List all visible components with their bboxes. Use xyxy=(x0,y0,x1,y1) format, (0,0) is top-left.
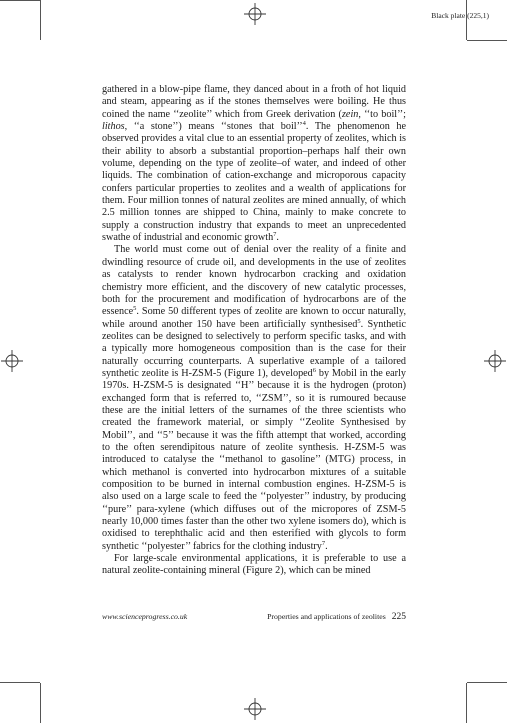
registration-mark-top-icon xyxy=(244,3,266,25)
text-run: The world must come out of denial over the reality of a finite and dwindling resource of crude oil, and developments in the use of zeolites as catalysts to render known hydrocarbon cracking and oxidation chemistry more efficient, and the discovery of new catalytic processes, both for the procurement and modification of hydrocarbons are of the essence xyxy=(102,244,406,318)
text-run: by Mobil in the early 1970s. H-ZSM-5 is designated ‘‘H’’ because it is the hydrogen (proton) exchanged form that is referred to, ‘‘ZSM’’, so it is rumoured because these are the initial letters of the surnames of the three scientists who created the framework material, or simply ‘‘Zeolite Synthesised by Mobil’’, and ‘‘5’’ because it was the fifth attempt that worked, according to the often serendipitous nature of zeolite synthesis. H-ZSM-5 was introduced to catalyse the ‘‘methanol to gasoline’’ (MTG) process, in which methanol is converted into hydrocarbon mixtures of a suitable composition to be burned in internal combustion engines. H-ZSM-5 is also used on a large scale to feed the ‘‘polyester’’ industry, by producing ‘‘pure’’ para-xylene (which diffuses out of the micropores of ZSM-5 nearly 10,000 times faster than the other two xylene isomers do), which is oxidised to terephthalic acid and then esterified with glycols to form synthetic ‘‘polyester’’ fabrics for the clothing industry xyxy=(102,367,407,552)
page-number: 225 xyxy=(391,612,406,622)
text-run: . xyxy=(276,232,279,244)
crop-mark-bottom-right xyxy=(467,682,507,683)
plate-label: Black plate (225,1) xyxy=(431,11,489,20)
crop-mark-bottom-right-v xyxy=(466,683,467,723)
text-run: . The phenomenon he observed provides a vital clue to an essential property of zeolites, which is their ability to absorb a substantial proportion–perhaps half their own volume, depending on the type of zeolite–of water, and indeed of other liquids. The combination of cation-exchange and microporous capacity confers particular properties to zeolites and a wealth of applications for them. Four million tonnes of natural zeolites are mined annually, of which 2.5 million tonnes are shipped to China, mainly to make concrete to supply a construction industry that expands to meet an unprecedented swathe of industrial and economic growth xyxy=(102,121,406,244)
text-run: . Some 50 different types of zeolite are known to occur naturally, while around another 150 have been artificially synthesised xyxy=(102,306,406,330)
crop-mark-bottom-left xyxy=(0,682,40,683)
italic-term: lithos xyxy=(102,121,125,133)
registration-mark-bottom-icon xyxy=(244,698,266,720)
reference-superscript: 7 xyxy=(321,539,326,547)
text-run: gathered in a blow-pipe flame, they danced about in a froth of hot liquid and steam, appearing as if the stones themselves were boiling. He thus coined the name ‘‘zeolite’’ which from Greek derivation ( xyxy=(102,84,406,120)
reference-superscript: 5 xyxy=(357,317,361,325)
journal-url[interactable]: www.scienceprogress.co.uk xyxy=(102,612,188,621)
running-title: Properties and applications of zeolites xyxy=(267,612,386,621)
text-run: . Synthetic zeolites can be designed to selectively to perform specific tasks, and with a typically more homogeneous composition than is the case for their naturally occurring counterparts. A superlative example of a tailored synthetic zeolite is H-ZSM-5 (Figure 1), developed xyxy=(102,318,406,379)
registration-mark-right-icon xyxy=(484,350,506,372)
reference-superscript: 7 xyxy=(273,231,277,239)
paragraph xyxy=(102,553,406,578)
crop-mark-top-left xyxy=(0,0,40,1)
crop-mark-top-right-v xyxy=(466,0,467,40)
crop-mark-bottom-left-v xyxy=(40,683,41,723)
registration-mark-left-icon xyxy=(1,350,23,372)
crop-mark-top-left-v xyxy=(40,0,41,40)
reference-superscript: 4 xyxy=(302,120,306,128)
body-text xyxy=(102,84,406,578)
text-run: , ‘‘a stone’’) means ‘‘stones that boil’’ xyxy=(124,121,303,133)
footer-right xyxy=(267,612,406,622)
text-run: , ‘‘to boil’’; xyxy=(358,108,406,120)
paragraph xyxy=(102,244,406,553)
reference-superscript: 6 xyxy=(312,366,317,374)
text-run: . xyxy=(325,540,328,552)
crop-mark-top-right xyxy=(467,40,507,41)
reference-superscript: 5 xyxy=(133,305,137,313)
text-run: For large-scale environmental applications, it is preferable to use a natural zeolite-containing mineral (Figure 2), which can be mined xyxy=(102,553,406,577)
paragraph xyxy=(102,84,406,244)
italic-term: zein xyxy=(341,108,359,120)
page-footer xyxy=(102,612,406,622)
